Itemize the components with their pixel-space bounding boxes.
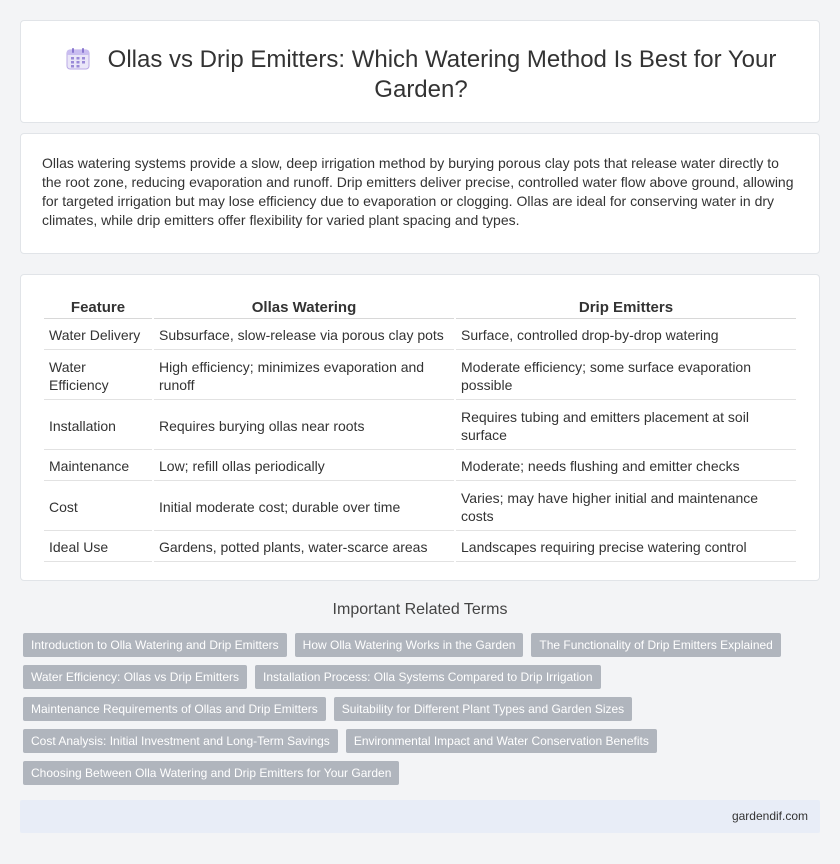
cell-drip: Moderate efficiency; some surface evaporation possible: [456, 352, 796, 400]
term-tag[interactable]: Installation Process: Olla Systems Compared to Drip Irrigation: [255, 665, 600, 689]
header-ollas: Ollas Watering: [154, 297, 454, 319]
term-tag[interactable]: Environmental Impact and Water Conservation Benefits: [346, 729, 657, 753]
term-tag[interactable]: Maintenance Requirements of Ollas and Drip Emitters: [23, 697, 326, 721]
cell-ollas: Subsurface, slow-release via porous clay pots: [154, 321, 454, 350]
table-row: [44, 321, 796, 350]
related-terms: [23, 633, 813, 793]
cell-ollas: Requires burying ollas near roots: [154, 402, 454, 450]
table-row: [44, 483, 796, 531]
footer-site-link[interactable]: gardendif.com: [731, 809, 808, 823]
term-tag[interactable]: Introduction to Olla Watering and Drip Emitters: [23, 633, 287, 657]
cell-ollas: Initial moderate cost; durable over time: [154, 483, 454, 531]
cell-drip: Landscapes requiring precise watering control: [456, 533, 796, 562]
cell-drip: Moderate; needs flushing and emitter checks: [456, 452, 796, 481]
page-title: Ollas vs Drip Emitters: Which Watering Method Is Best for Your Garden?: [107, 46, 777, 103]
cell-feature: Maintenance: [44, 452, 152, 481]
term-tag[interactable]: The Functionality of Drip Emitters Explained: [531, 633, 780, 657]
cell-ollas: High efficiency; minimizes evaporation and runoff: [154, 352, 454, 400]
cell-feature: Cost: [44, 483, 152, 531]
cell-ollas: Low; refill ollas periodically: [154, 452, 454, 481]
table-row: [44, 452, 796, 481]
term-tag[interactable]: Water Efficiency: Ollas vs Drip Emitters: [23, 665, 247, 689]
title-card: [20, 20, 820, 123]
comparison-card: [20, 274, 820, 581]
cell-drip: Varies; may have higher initial and maintenance costs: [456, 483, 796, 531]
term-tag[interactable]: Cost Analysis: Initial Investment and Long-Term Savings: [23, 729, 338, 753]
cell-feature: Installation: [44, 402, 152, 450]
table-row: [44, 402, 796, 450]
cell-drip: Surface, controlled drop-by-drop watering: [456, 321, 796, 350]
cell-ollas: Gardens, potted plants, water-scarce areas: [154, 533, 454, 562]
intro-paragraph: Ollas watering systems provide a slow, deep irrigation method by burying porous clay pots that release water directly to the root zone, reducing evaporation and runoff. Drip emitters deliver precise, controlled water flow above ground, allowing for targeted irrigation but may lose efficiency due to evaporation or clogging. Ollas are ideal for conserving water in dry climates, while drip emitters offer flexibility for varied plant spacing and types.: [42, 155, 794, 228]
cell-feature: Water Efficiency: [44, 352, 152, 400]
table-header-row: [44, 297, 796, 319]
cell-drip: Requires tubing and emitters placement at soil surface: [456, 402, 796, 450]
term-tag[interactable]: Suitability for Different Plant Types and Garden Sizes: [334, 697, 632, 721]
related-terms-title: Important Related Terms: [332, 601, 508, 618]
cell-feature: Water Delivery: [44, 321, 152, 350]
intro-card: [20, 133, 820, 254]
comparison-table: [42, 295, 798, 564]
calendar-icon: [66, 48, 90, 70]
term-tag[interactable]: How Olla Watering Works in the Garden: [295, 633, 524, 657]
page-title-wrap: [61, 45, 781, 105]
term-tag[interactable]: Choosing Between Olla Watering and Drip Emitters for Your Garden: [23, 761, 399, 785]
table-row: [44, 352, 796, 400]
cell-feature: Ideal Use: [44, 533, 152, 562]
header-drip: Drip Emitters: [456, 297, 796, 319]
table-row: [44, 533, 796, 562]
header-feature: Feature: [44, 297, 152, 319]
footer: [20, 800, 820, 833]
